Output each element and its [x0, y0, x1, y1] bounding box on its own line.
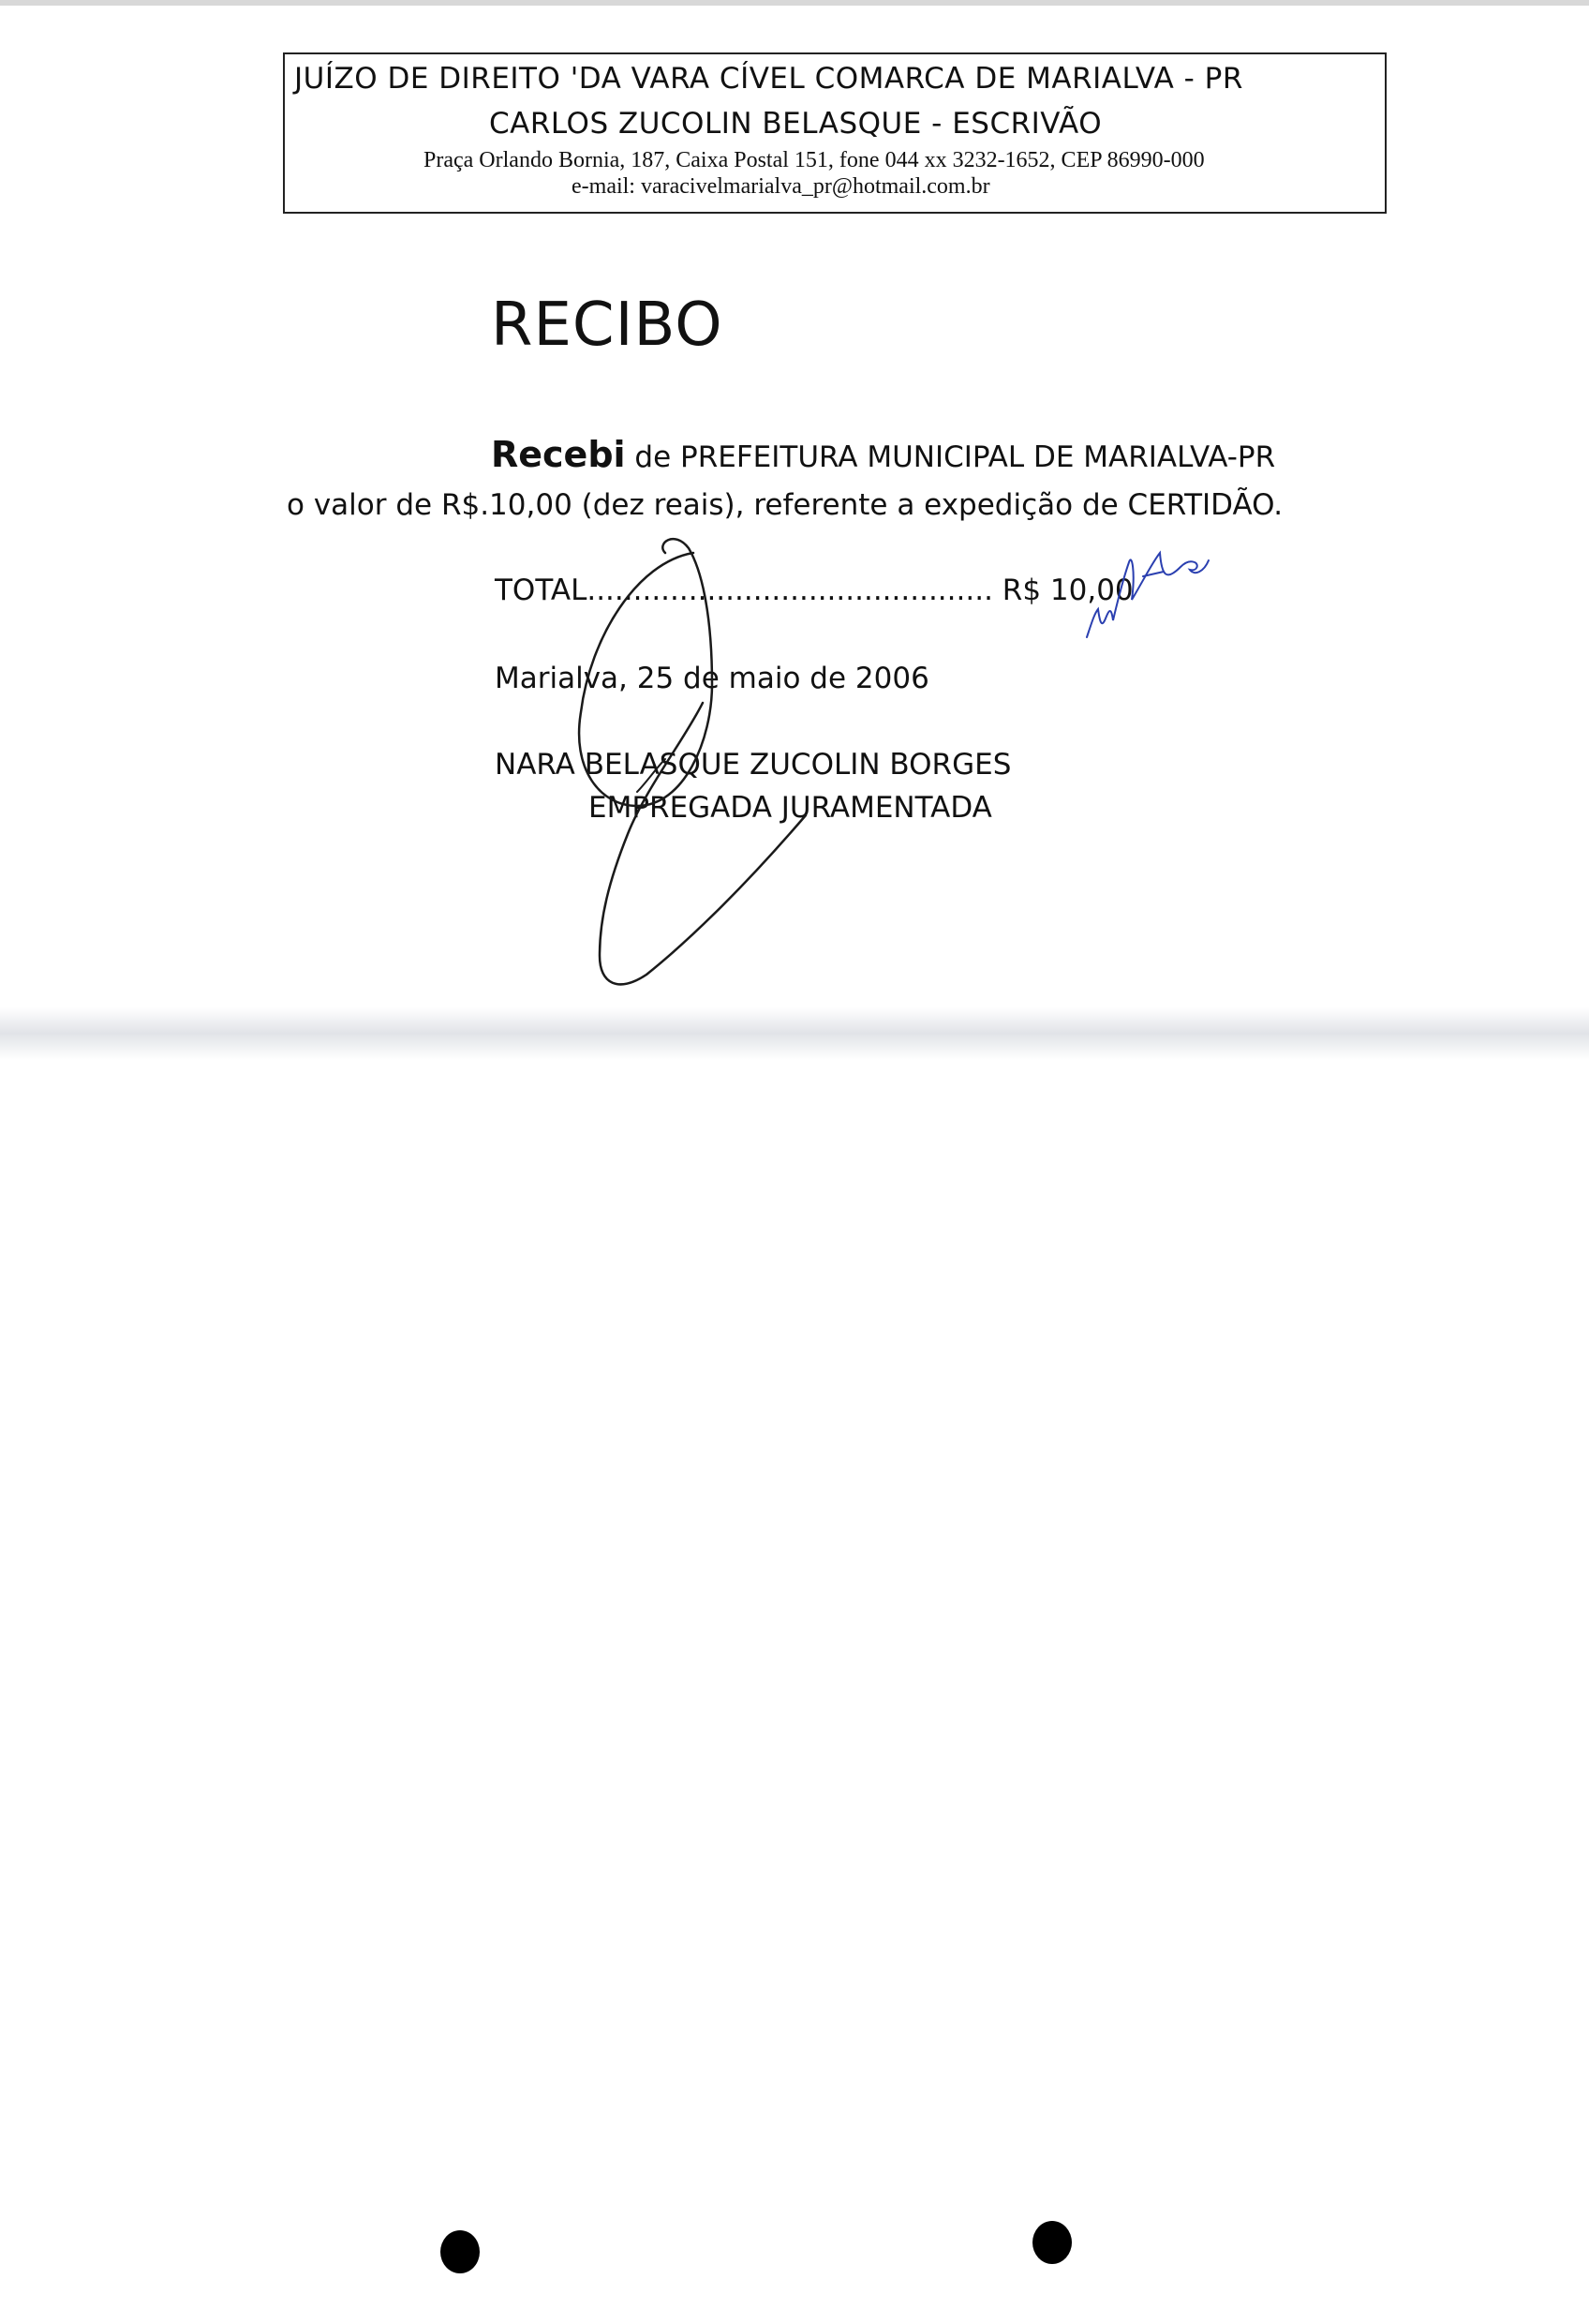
punch-hole-left	[440, 2230, 480, 2273]
court-email: e-mail: varacivelmarialva_pr@hotmail.com.br	[572, 174, 990, 199]
handwritten-initials	[1077, 534, 1218, 656]
receipt-amount-line: o valor de R$.10,00 (dez reais), referente a expedição de CERTIDÃO.	[287, 488, 1284, 522]
total-label: TOTAL	[495, 574, 587, 607]
letterhead-box	[283, 52, 1387, 214]
total-amount: R$ 10,00	[1002, 574, 1134, 607]
court-address: Praça Orlando Bornia, 187, Caixa Postal 151, fone 044 xx 3232-1652, CEP 86990-000	[423, 148, 1205, 172]
scan-top-edge	[0, 0, 1589, 6]
court-name: JUÍZO DE DIREITO 'DA VARA CÍVEL COMARCA DE MARIALVA - PR	[294, 62, 1243, 96]
signatory-role: EMPREGADA JURAMENTADA	[588, 791, 992, 825]
clerk-name: CARLOS ZUCOLIN BELASQUE - ESCRIVÃO	[489, 107, 1103, 141]
scan-artifact-band	[0, 1007, 1589, 1060]
handwritten-signature	[525, 525, 899, 1012]
signatory-name: NARA BELASQUE ZUCOLIN BORGES	[495, 748, 1012, 782]
punch-hole-right	[1032, 2221, 1072, 2264]
recebi-word: Recebi	[491, 434, 626, 475]
payer-text: de PREFEITURA MUNICIPAL DE MARIALVA-PR	[625, 440, 1276, 474]
document-title: RECIBO	[491, 290, 723, 360]
place-date: Marialva, 25 de maio de 2006	[495, 662, 929, 695]
total-leader: ............................................	[587, 574, 993, 607]
receipt-payer-line	[491, 434, 1275, 475]
